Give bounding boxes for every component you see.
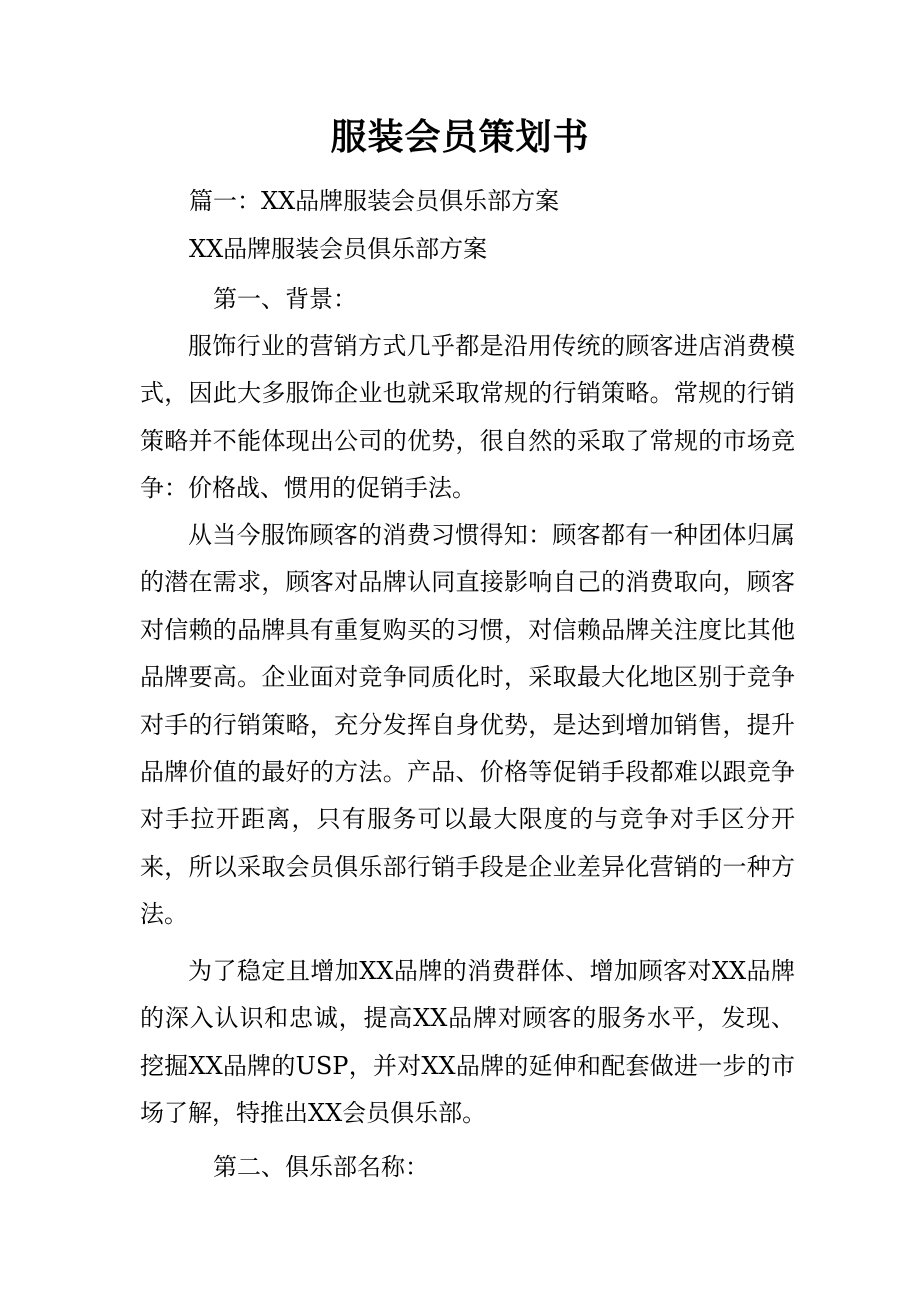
paragraph-consumer-habits: 从当今服饰顾客的消费习惯得知：顾客都有一种团体归属的潜在需求，顾客对品牌认同直接影响自己的消费取向，顾客对信赖的品牌具有重复购买的习惯，对信赖品牌关注度比其他品牌要高。企业面对竞争同质化时，采取最大化地区别于竞争对手的行销策略，充分发挥自身优势，是达到增加销售，提升品牌价值的最好的方法。产品、价格等促销手段都难以跟竞争对手拉开距离，只有服务可以最大限度的与竞争对手区分开来，所以采取会员俱乐部行销手段是企业差异化营销的一种方法。	[140, 521, 795, 929]
sub-heading: XX品牌服装会员俱乐部方案	[189, 235, 488, 263]
section-heading: 篇一：XX品牌服装会员俱乐部方案	[189, 187, 560, 215]
heading-background: 第一、背景：	[213, 285, 357, 313]
paragraph-purpose: 为了稳定且增加XX品牌的消费群体、增加顾客对XX品牌的深入认识和忠诚，提高XX品牌对顾客的服务水平，发现、挖掘XX品牌的USP，并对XX品牌的延伸和配套做进一步的市场了解，特推出XX会员俱乐部。	[140, 957, 795, 1128]
paragraph-background: 服饰行业的营销方式几乎都是沿用传统的顾客进店消费模式，因此大多服饰企业也就采取常规的行销策略。常规的行销策略并不能体现出公司的优势，很自然的采取了常规的市场竞争：价格战、惯用的促销手法。	[140, 332, 795, 503]
heading-club-name: 第二、俱乐部名称：	[213, 1153, 429, 1181]
document-title: 服装会员策划书	[330, 116, 590, 158]
